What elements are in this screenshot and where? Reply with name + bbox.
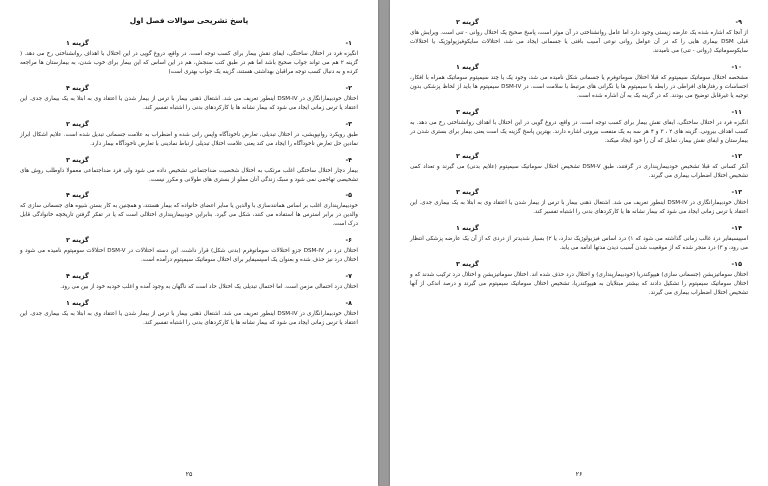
answer-explanation: اختلال درد در DSM-IV جزو اختلالات سوماتوفرم (بدنی شکل) قرار داشت. این دسته اختلالات در DSM-V اختلالات سومپتوم نامیده می شود و اختلال درد نیز حذف شده و بعنوان یک اسپسیفایر برای اختلال سوماتیک سیمپتوم درآمده است. <box>20 248 358 264</box>
page-number: ۲۵ <box>185 470 193 478</box>
answer-heading <box>410 63 748 71</box>
answer-explanation: انگیزه فرد در اختلال ساختگی، ایفای نقش بیمار برای کسب توجه است. در واقع، دروغ گویی در این اختلال با اهداف روانشناختی رخ می دهد. ( گزینه ۲ هم می تواند جواب صحیح باشد اما هم در طبق کتب سنجش، هم در این اساس که این بیمار برای خوب شدن، به بیمارستان ها مراجعه کرده و به دنبال کسب توجه مراقبان بهداشتی هستند، گزینه یک جواب بهتری است) <box>20 51 358 75</box>
answer-option: گزینه ۴ <box>66 191 89 200</box>
question-number: -۶ <box>345 236 352 245</box>
question-number: -۱۴ <box>731 224 742 233</box>
question-number: -۱۱ <box>731 107 742 116</box>
answer-heading <box>20 236 358 244</box>
answer-explanation: انگیزه فرد در اختلال ساختگی، ایفای نقش بیمار برای کسب توجه است. در واقع، دروغ گویی در این اختلال با اهداف روانشناختی رخ می دهد. به کسب اهداف بیرونی. گزینه های ۲ ، ۳ و ۴ هر سه به یک منفعت بیرونی اشاره دارند. بهترین پاسخ گزینه یک است یعنی بیمار برای بستری شدن در بیمارستان و ایفای نقش بیمار، تمایل که آن را خود ایجاد میکند. <box>410 119 748 144</box>
answer-explanation: بیمار دچار اختلال ساختگی اغلب مرتکب به اختلال شخصیت ضداجتماعی تشخیص داده می شود ولی فرد ضداجتماعی معمولا داوطلب روش های تشخیصی تهاجمی نمی شود و سبک زندگی آنان مملو از بستری های طولانی و مکرر نیست. <box>20 167 358 183</box>
answer-item <box>410 18 748 56</box>
answer-option: گزینه ۱ <box>456 62 479 71</box>
answer-explanation: اختلال خودبیمارانگاری در DSM-IV اینطور تعریف می شد. اشتغال ذهنی بیمار با ترس از بیمار شدن یا اعتقاد وی به ابتلا به یک بیماری جدی. این اعتقاد یا ترس زمانی ایجاد می شود که بیمار نشانه ها یا کارکردهای بدنی را اشتباه تفسیر کند. <box>20 311 358 326</box>
answer-item <box>20 191 358 229</box>
right-page <box>390 0 768 486</box>
answer-explanation: خودبیمارپنداری اغلب بر اساس همانندسازی با والدین یا سایر اعضای خانواده که بیمار هستند، و همچنین به کار بستن شیوه های جسمانی سازی که والدین در برابر استرس ها استفاده می کنند، شکل می گیرد. بنابراین خودبیمارپنداری اختلالی است که یا در تفکر گرفتن تاریخچه خانوادگی قابل درک است. <box>20 203 358 228</box>
answer-explanation: مشخصه اختلال سوماتیک سیمپتوم که قبلا اختلال سوماتوفرم یا جسمانی شکل نامیده می شد، وجود یک یا چند سیمپتوم سوماتیک همراه با افکار، احساسات و رفتارهای افراطی در رابطه با سیمپتوم ها یا نگرانی های مرتبط با سلامت است. در DSM-IV سیمپتوم ها باید از لحاظ پزشکی بدون توجیه یا غیرقابل توضیح می بودند. که در گزینه یک به آن اشاره شده است. <box>410 74 748 99</box>
answer-heading <box>20 156 358 164</box>
answer-heading <box>20 84 358 92</box>
answer-option: گزینه ۱ <box>456 224 479 233</box>
answer-heading <box>410 152 748 160</box>
answer-option: گزینه ۲ <box>456 152 479 161</box>
question-number: -۱ <box>345 39 352 47</box>
answer-option: گزینه ۳ <box>66 155 89 164</box>
answer-option: گزینه ۱ <box>66 299 89 308</box>
question-number: -۱۳ <box>731 188 742 197</box>
question-number: -۴ <box>345 155 352 164</box>
right-answer-list <box>410 18 748 298</box>
answer-item <box>410 108 748 146</box>
question-number: -۸ <box>345 299 352 308</box>
answer-heading <box>20 191 358 199</box>
answer-option: گزینه ۳ <box>456 107 479 116</box>
answer-heading <box>410 224 748 232</box>
answer-heading <box>410 108 748 116</box>
answer-option: گزینه ۲ <box>456 18 479 26</box>
answer-explanation: اختلال خودبیمارانگاری در DSM-IV اینطور تعریف می شد. اشتغال ذهنی بیمار با ترس از بیمار شدن یا اعتقاد وی به ابتلا به یک بیماری جدی. این اعتقاد یا ترس زمانی ایجاد می شود که بیمار نشانه ها یا کارکردهای بدنی را اشتباه تفسیر کند. <box>410 200 748 216</box>
answer-heading <box>20 39 358 47</box>
answer-heading <box>410 260 748 268</box>
question-number: -۷ <box>345 272 352 281</box>
answer-heading <box>410 188 748 196</box>
page-number: ۲۶ <box>575 470 583 478</box>
answer-item <box>410 63 748 101</box>
answer-explanation: طبق رویکرد روانپویشی، در اختلال تبدیلی، تعارض ناخودآگاه واپس رانی شده و اضطراب به علامت جسمانی تبدیل شده است. علایم اشکال ابراز نمادین حل تعارض ناخودآگاه را ایجاد می کند یعنی علامت اختلال تبدیلی ارتباط نمادینی با تعارض ناخودآگاه بیمار دارد. <box>20 131 358 147</box>
answer-heading <box>20 120 358 128</box>
answer-item <box>20 236 358 265</box>
answer-item <box>20 299 358 328</box>
answer-option: گزینه ۴ <box>66 272 89 281</box>
answer-item <box>410 152 748 181</box>
answer-explanation: اختلال درد احتمالی مزمن است. اما احتمال تبدیلی یک اختلال حاد است که ناگهان به وجود آمده و اغلب خودبه خود از بین می رود. <box>60 284 358 291</box>
answer-heading <box>20 272 358 280</box>
answer-item <box>410 188 748 217</box>
left-page <box>0 0 378 486</box>
answer-explanation: از آنجا که اشاره شده یک عارضه زیستی وجود دارد اما عامل روانشناختی در آن موثر است، پاسخ صحیح یک اختلال روانی - تنی است. ویرایش های قبلی DSM بیماری هایی را که در آن عوامل روانی نوعی آسیب بافتی یا جسمانی ایجاد می شد، اختلالات سایکوفیزیولوژیک یا اختلالات سایکوسوماتیک (روانی - تنی) می نامیدند. <box>410 30 748 54</box>
question-number: -۱۲ <box>731 152 742 161</box>
answer-option: گزینه ۳ <box>456 260 479 269</box>
answer-option: گزینه ۱ <box>66 39 89 47</box>
answer-explanation: اختلال خودبیمارانگاری در DSM-IV اینطور تعریف می شد. اشتغال ذهنی بیمار با ترس از بیمار شدن یا اعتقاد وی به ابتلا به یک بیماری جدی. این اعتقاد یا ترس زمانی ایجاد می شود که بیمار نشانه ها یا کارکردهای بدنی را اشتباه تفسیر کند. <box>20 95 358 111</box>
answer-item <box>20 120 358 149</box>
answer-option: گزینه ۲ <box>66 119 89 128</box>
answer-option: گزینه ۲ <box>66 236 89 245</box>
answer-explanation: آنکر کسانی که قبلا تشخیص خودبیمارپنداری در گرفتند، طبق DSM-V تشخیص اختلال سوماتیک سیمپتوم (علایم بدنی) می گیرند و تعداد کمی تشخیص اختلال اضطراب بیماری می گیرند. <box>410 164 748 180</box>
answer-explanation: اسپیسیفایر درد غالب زمانی گذاشته می شود که ۱) درد اساس فیزیولوژیک ندارد، یا ۲) بسیار شدیدتر از دردی که از آن یک عارضه پزشکی انتظار می رود، و ۳) درد منجر شده که از موقعیت شدن آسیب دیدن مدتها ادامه می یابد. <box>410 236 748 252</box>
left-answer-list <box>20 39 358 328</box>
answer-item <box>20 272 358 292</box>
answer-heading <box>20 299 358 307</box>
answer-item <box>20 156 358 185</box>
answer-item <box>410 224 748 253</box>
question-number: -۱۰ <box>731 62 742 71</box>
answer-item <box>20 84 358 113</box>
answer-option: گزینه ۳ <box>456 188 479 197</box>
answer-item <box>20 39 358 77</box>
question-number: -۳ <box>345 119 352 128</box>
question-number: -۹ <box>735 18 742 26</box>
answer-explanation: اختلال سوماتیزیشن (جسمانی سازی) هیپوکندریا (خودبیمارپنداری) و اختلال درد حذف شده اند. اختلال سوماتیزیشن و اختلال درد ترکیب شدند که و اختلال سوماتیک سیمپتوم را تشکیل دادند که بیشتر مبتلایان به هیپوکندریا، تشخیص اختلال سوماتیک سیمپتوم می گیرند و درصد اندکی از آنها تشخیص اختلال اضطراب بیماری می گیرند. <box>410 272 748 296</box>
answer-item <box>410 260 748 298</box>
answer-heading <box>410 18 748 26</box>
page-title: پاسخ تشریحی سوالات فصل اول <box>129 16 249 25</box>
question-number: -۵ <box>345 191 352 200</box>
answer-option: گزینه ۴ <box>66 83 89 92</box>
question-number: -۲ <box>345 83 352 92</box>
question-number: -۱۵ <box>731 260 742 269</box>
